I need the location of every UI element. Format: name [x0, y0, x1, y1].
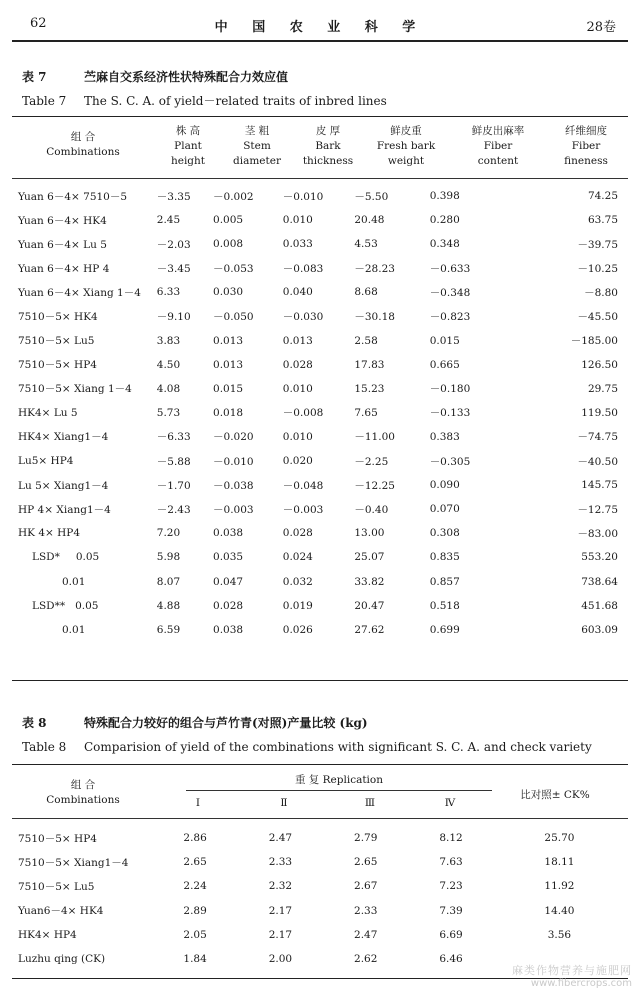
- lsd-row: 0.01 6.59 0.038 0.026 27.62 0.699 603.09: [62, 623, 618, 636]
- t8-replication-rule: [186, 790, 492, 791]
- table-row: HK4× Lu 5 5.73 0.018 －0.008 7.65 －0.133 119.50: [18, 406, 618, 420]
- t8-head-rep-4: Ⅳ: [444, 797, 456, 809]
- t8-head-rep-1: Ⅰ: [195, 797, 201, 809]
- table8-body: [14, 826, 614, 971]
- table-row: HP 4× Xiang1－4 －2.43 －0.003 －0.003 －0.40 0.070 －12.75: [18, 503, 618, 516]
- table-row: 7510－5× HK4 －9.10 －0.050 －0.030 －30.18 －0.823 －45.50: [18, 311, 618, 324]
- table-row: HK 4× HP4 7.20 0.038 0.028 13.00 0.308 －83.00: [18, 527, 618, 540]
- lsd-row: LSD** 0.05 4.88 0.028 0.019 20.47 0.518 451.68: [32, 599, 618, 612]
- table-row: 7510－5× HP4 2.86 2.47 2.79 8.12 25.70: [18, 832, 575, 845]
- table-row: Yuan 6－4× HP 4 －3.45 －0.053 －0.083 －28.23 －0.633 －10.25: [18, 262, 618, 275]
- table7-bottom-rule: [12, 680, 628, 681]
- t7-head-plant-height: 株 高 Plant height: [170, 125, 206, 167]
- table-row: HK4× Xiang1－4 －6.33 －0.020 0.010 －11.00 0.383 －74.75: [18, 430, 618, 444]
- t7-head-bark-thickness: 皮 厚 Bark thickness: [302, 125, 354, 167]
- table-row: Lu 5× Xiang1－4 －1.70 －0.038 －0.048 －12.25 0.090 145.75: [18, 479, 618, 492]
- table-row: 7510－5× HP4 4.50 0.013 0.028 17.83 0.665 126.50: [18, 358, 618, 372]
- table-row: Yuan 6－4× Lu 5 －2.03 0.008 0.033 4.53 0.348 －39.75: [18, 238, 618, 251]
- lsd-row: 0.01 8.07 0.047 0.032 33.82 0.857 738.64: [62, 575, 618, 588]
- table-row: Lu5× HP4 －5.88 －0.010 0.020 －2.25 －0.305 －40.50: [18, 455, 618, 468]
- t7-head-combinations: 组 合 Combinations: [46, 131, 120, 158]
- t8-head-combinations: 组 合 Combinations: [46, 779, 120, 806]
- t8-head-ratio: 比对照± CK%: [520, 789, 590, 801]
- table-row: Yuan 6－4× HK4 2.45 0.005 0.010 20.48 0.280 63.75: [18, 214, 618, 227]
- table-row: 7510－5× Lu5 3.83 0.013 0.013 2.58 0.015 －185.00: [18, 334, 618, 348]
- table7-top-rule: [12, 116, 628, 117]
- table7-caption-en: Table 7 The S. C. A. of yield－related traits of inbred lines: [22, 94, 387, 108]
- t8-head-replication: 重 复 Replication: [294, 774, 384, 786]
- table-row: Yuan 6－4× Xiang 1－4 6.33 0.030 0.040 8.68 －0.348 －8.80: [18, 286, 618, 299]
- t7-head-fresh-bark-weight: 鲜皮重 Fresh bark weight: [376, 125, 436, 167]
- t7-head-fiber-content: 鲜皮出麻率 Fiber content: [471, 125, 525, 167]
- table-row: Yuan6－4× HK4 2.89 2.17 2.33 7.39 14.40: [18, 904, 575, 918]
- site-watermark: 麻类作物营养与施肥网 www.fibercrops.com: [512, 964, 632, 989]
- page-header: [12, 14, 628, 36]
- table-row: Yuan 6－4× 7510－5 －3.35 －0.002 －0.010 －5.50 0.398 74.25: [18, 190, 618, 203]
- t8-head-rep-3: Ⅲ: [364, 797, 376, 809]
- table-row: 7510－5× Xiang1－4 2.65 2.33 2.65 7.63 18.11: [18, 856, 575, 869]
- header-rule: [12, 40, 628, 42]
- table-row: 7510－5× Lu5 2.24 2.32 2.67 7.23 11.92: [18, 880, 575, 893]
- t7-head-fiber-fineness: 纤维细度 Fiber fineness: [564, 125, 608, 167]
- table7-body: [14, 184, 632, 642]
- page-number: 62: [30, 16, 47, 31]
- table8-caption-cn: 表 8 特殊配合力较好的组合与芦竹青(对照)产量比较 (kg): [22, 716, 368, 730]
- table8-top-rule: [12, 764, 628, 765]
- table-row: HK4× HP4 2.05 2.17 2.47 6.69 3.56: [18, 928, 572, 941]
- table-row: Luzhu qing (CK) 1.84 2.00 2.62 6.46: [18, 953, 463, 966]
- table7-header-rule: [12, 178, 628, 179]
- table-row: 7510－5× Xiang 1－4 4.08 0.015 0.010 15.23 －0.180 29.75: [18, 382, 618, 396]
- table8-header-rule: [12, 818, 628, 819]
- lsd-row: LSD* 0.05 5.98 0.035 0.024 25.07 0.835 553.20: [32, 551, 618, 564]
- volume-label: 28卷: [586, 20, 616, 35]
- journal-title: 中 国 农 业 科 学: [214, 20, 426, 35]
- t7-head-stem-diameter: 茎 粗 Stem diameter: [233, 125, 281, 167]
- table7-caption-cn: 表 7 苎麻自交系经济性状特殊配合力效应值: [22, 70, 289, 84]
- table8-caption-en: Table 8 Comparision of yield of the combinations with significant S. C. A. and check variety: [22, 740, 592, 754]
- t8-head-rep-2: Ⅱ: [280, 797, 288, 809]
